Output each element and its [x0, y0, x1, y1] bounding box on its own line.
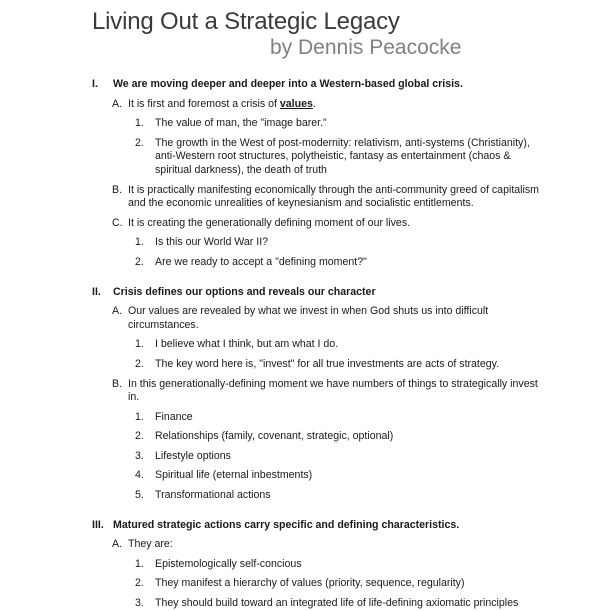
- subitem-number: 1.: [135, 236, 144, 249]
- item-text: In this generationally-defining moment we have numbers of things to strategically invest in.: [128, 377, 538, 404]
- section-number: III.: [92, 518, 104, 531]
- subitem-number: 2.: [135, 136, 144, 149]
- subitem-text: Is this our World War II?: [155, 236, 269, 249]
- section-text: We are moving deeper and deeper into a Western-based global crisis.: [113, 78, 463, 90]
- subitem-number: 2.: [135, 357, 144, 370]
- emphasized-word: values: [279, 97, 313, 110]
- subitem-text: Spiritual life (eternal inbestments): [155, 469, 313, 482]
- outline-item: [112, 378, 542, 405]
- outline-item: [112, 538, 542, 552]
- subitem-number: 3.: [135, 597, 144, 610]
- subitem-number: 3.: [135, 449, 144, 462]
- item-letter: B.: [112, 377, 123, 390]
- subitem-number: 2.: [135, 430, 144, 443]
- item-letter: A.: [112, 97, 123, 110]
- outline-subitem: [135, 558, 542, 572]
- subitem-text: Epistemologically self-concious: [155, 557, 302, 570]
- subitem-text: The key word here is, "invest" for all true investments are acts of strategy.: [155, 357, 500, 370]
- outline-item: [112, 217, 542, 231]
- subitem-text: Transformational actions: [155, 489, 271, 502]
- subitem-number: 5.: [135, 489, 144, 502]
- subitem-number: 2.: [135, 255, 144, 268]
- subitem-text: The value of man, the "image barer.": [155, 117, 327, 130]
- outline-subitem: [135, 489, 542, 503]
- subitem-text: Lifestyle options: [155, 449, 231, 462]
- section-heading: [92, 286, 542, 300]
- outline-subitem: [135, 597, 542, 611]
- item-letter: B.: [112, 183, 123, 196]
- section-number: II.: [92, 285, 101, 298]
- subitem-number: 1.: [135, 338, 144, 351]
- section-text: Matured strategic actions carry specific and defining characteristics.: [113, 518, 460, 531]
- document-title: Living Out a Strategic Legacy: [92, 8, 400, 35]
- subitem-number: 1.: [135, 557, 144, 570]
- subitem-text: I believe what I think, but am what I do.: [155, 338, 339, 351]
- subitem-text: They manifest a hierarchy of values (priority, sequence, regularity): [155, 577, 465, 590]
- item-text: It is first and foremost a crisis of values.: [128, 97, 316, 110]
- section-heading: [92, 78, 542, 92]
- outline-subitem: [135, 469, 542, 483]
- item-text: Our values are revealed by what we invest in when God shuts us into difficult circumstances.: [128, 305, 489, 331]
- item-text: It is creating the generationally defining moment of our lives.: [128, 216, 411, 229]
- item-letter: C.: [112, 216, 123, 229]
- subitem-text: They should build toward an integrated life of life-defining axiomatic principles: [155, 597, 519, 610]
- outline-subitem: [135, 256, 542, 270]
- outline-item: [112, 184, 542, 211]
- outline-subitem: [135, 338, 542, 352]
- item-letter: A.: [112, 305, 123, 318]
- subitem-number: 1.: [135, 410, 144, 423]
- outline-subitem: [135, 411, 542, 425]
- item-text: It is practically manifesting economically through the anti-community greed of capitalism and the economic unrealities of keynesianism and socialistic entitlements.: [128, 183, 539, 210]
- subitem-text: Finance: [155, 410, 193, 423]
- section-number: I.: [92, 78, 98, 90]
- item-letter: A.: [112, 538, 123, 551]
- document-author: by Dennis Peacocke: [270, 36, 462, 59]
- outline-subitem: [135, 236, 542, 250]
- outline-item: [112, 305, 542, 332]
- subitem-text: Relationships (family, covenant, strategic, optional): [155, 430, 394, 443]
- outline-subitem: [135, 137, 542, 178]
- outline: [92, 78, 542, 611]
- subitem-number: 4.: [135, 469, 144, 482]
- subitem-number: 2.: [135, 577, 144, 590]
- subitem-number: 1.: [135, 117, 144, 130]
- outline-subitem: [135, 358, 542, 372]
- outline-subitem: [135, 117, 542, 131]
- section-text: Crisis defines our options and reveals our character: [113, 285, 376, 298]
- outline-subitem: [135, 450, 542, 464]
- section-heading: [92, 519, 542, 533]
- outline-item: [112, 98, 542, 112]
- subitem-text: Are we ready to accept a "defining moment?": [155, 255, 367, 268]
- item-text: They are:: [128, 538, 173, 551]
- outline-subitem: [135, 577, 542, 591]
- subitem-text: The growth in the West of post-modernity: relativism, anti-systems (Christianity), anti-Western root structures, polytheistic, fantasy as entertainment (chaos & spiritual darkness), the death of truth: [155, 136, 530, 176]
- outline-subitem: [135, 430, 542, 444]
